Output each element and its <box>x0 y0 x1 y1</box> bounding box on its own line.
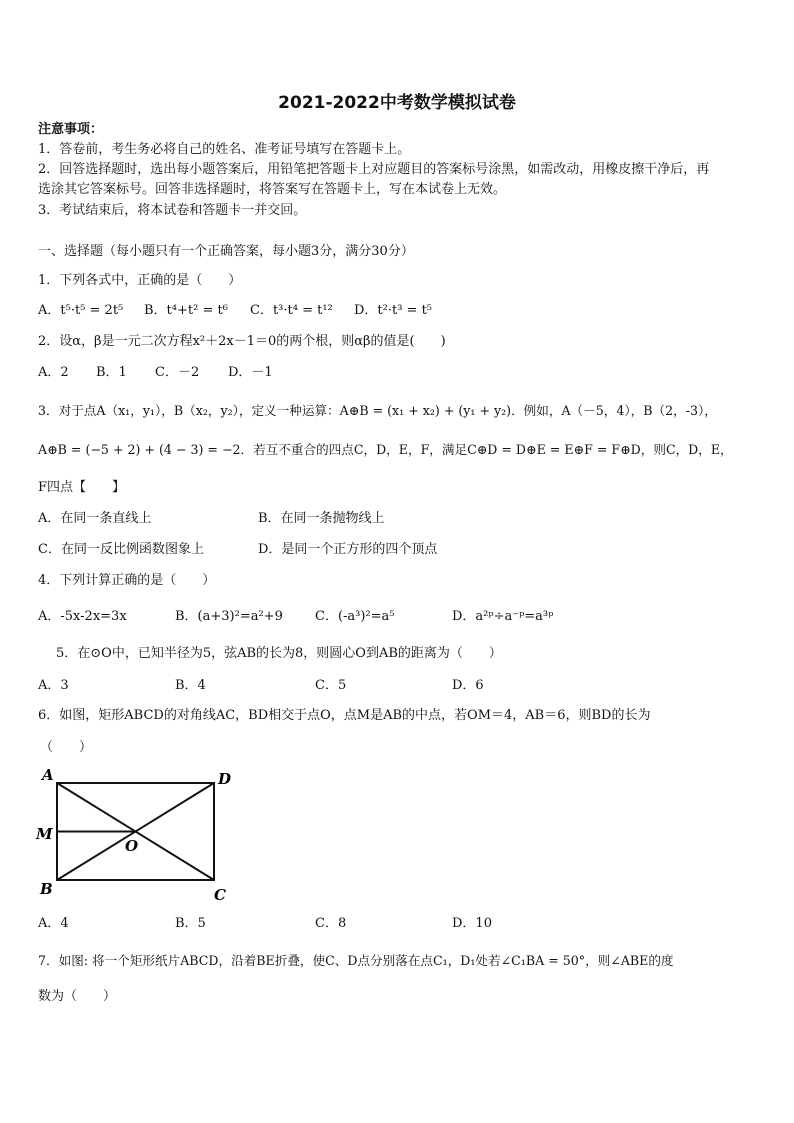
label-c: C <box>214 886 226 904</box>
label-o: O <box>125 837 139 855</box>
option: A．3 <box>38 678 69 693</box>
option: C．(-a³)²=a⁵ <box>315 609 395 624</box>
option: D．a²ᵖ÷a⁻ᵖ=a³ᵖ <box>452 609 554 624</box>
question-stem: 7．如图: 将一个矩形纸片ABCD，沿着BE折叠，使C、D点分别落在点C₁，D₁处若∠C₁BA = 50°，则∠ABE的度 <box>38 953 674 968</box>
option: A．在同一条直线上 <box>38 511 152 526</box>
option: A．t⁵·t⁵ = 2t⁵ <box>38 303 124 318</box>
notice-item: 1．答卷前，考生务必将自己的姓名、准考证号填写在答题卡上。 <box>38 142 411 157</box>
option: D．6 <box>452 678 484 693</box>
option: A．-5x-2x=3x <box>38 609 127 624</box>
question-stem: A⊕B = (−5 + 2) + (4 − 3) = −2．若互不重合的四点C，D，E，F，满足C⊕D = D⊕E = E⊕F = F⊕D，则C，D，E， <box>38 442 733 457</box>
notice-item: 3．考试结束后，将本试卷和答题卡一并交回。 <box>38 203 307 218</box>
option: B．1 <box>96 365 127 380</box>
option: C．在同一反比例函数图象上 <box>38 542 204 557</box>
option: D．是同一个正方形的四个顶点 <box>258 542 438 557</box>
option: D．10 <box>452 916 492 931</box>
label-m: M <box>36 825 53 843</box>
option: A．4 <box>38 916 69 931</box>
question-stem: 数为（ ） <box>38 989 117 1004</box>
option: A．2 <box>38 365 69 380</box>
answer-blank: （ ） <box>40 740 93 755</box>
option: C．t³·t⁴ = t¹² <box>250 303 333 318</box>
question-stem: 6．如图，矩形ABCD的对角线AC，BD相交于点O，点M是AB的中点，若OM＝4，AB＝6，则BD的长为 <box>38 708 651 723</box>
question-stem: 5．在⊙O中，已知半径为5，弦AB的长为8，则圆心O到AB的距离为（ ） <box>56 646 502 661</box>
option: B．t⁴+t² = t⁶ <box>144 303 228 318</box>
label-b: B <box>40 880 53 898</box>
option: D．－1 <box>228 365 273 380</box>
label-d: D <box>218 770 232 788</box>
option: B．在同一条抛物线上 <box>258 511 385 526</box>
exam-title: 2021-2022中考数学模拟试卷 <box>278 93 516 113</box>
notice-heading: 注意事项： <box>38 122 104 137</box>
option: B．4 <box>175 678 206 693</box>
notice-item: 2．回答选择题时，选出每小题答案后，用铅笔把答题卡上对应题目的答案标号涂黑，如需改动，用橡皮擦干净后，再 <box>38 162 710 177</box>
rectangle-diagram <box>30 766 240 906</box>
question-stem: 3．对于点A（x₁，y₁），B（x₂，y₂），定义一种运算：A⊕B = (x₁ + x₂) + (y₁ + y₂)．例如，A（－5，4），B（2，-3）， <box>38 403 717 418</box>
question-stem: F四点【 】 <box>38 480 126 495</box>
question-stem: 4．下列计算正确的是（ ） <box>38 573 216 588</box>
question-stem: 1．下列各式中，正确的是（ ） <box>38 273 242 288</box>
label-a: A <box>42 766 54 784</box>
option: C．8 <box>315 916 347 931</box>
option: C．－2 <box>155 365 200 380</box>
notice-item: 选涂其它答案标号。回答非选择题时，将答案写在答题卡上，写在本试卷上无效。 <box>38 182 507 197</box>
option: C．5 <box>315 678 347 693</box>
question-stem: 2．设α，β是一元二次方程x²＋2x－1＝0的两个根，则αβ的值是( ) <box>38 334 446 349</box>
option: D．t²·t³ = t⁵ <box>354 303 433 318</box>
option: B．(a+3)²=a²+9 <box>175 609 283 624</box>
section-heading: 一、选择题（每小题只有一个正确答案，每小题3分，满分30分） <box>38 244 414 259</box>
option: B．5 <box>175 916 206 931</box>
